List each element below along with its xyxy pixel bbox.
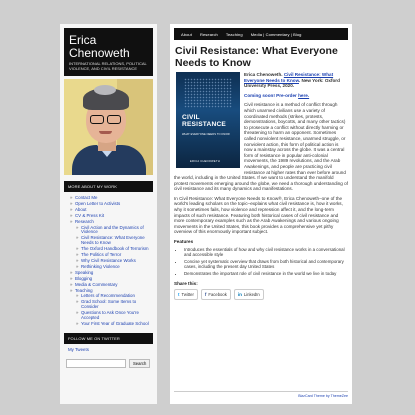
sidebar-subitem[interactable]: » Civil Action and the Dynamics of Violence <box>76 226 151 236</box>
footer-credit[interactable]: BizzCard Theme by ThemeZee <box>174 391 348 398</box>
sidebar-item[interactable]: » Research <box>70 220 151 225</box>
share-facebook-button[interactable]: f Facebook <box>201 289 231 300</box>
site-header <box>64 28 153 76</box>
my-tweets-link[interactable]: My Tweets <box>68 346 89 352</box>
sidebar-subitem[interactable]: » Questions to Ask Once You're Accepted <box>76 311 151 321</box>
site-tagline: INTERNATIONAL RELATIONS, POLITICAL VIOLENCE, AND CIVIL RESISTANCE <box>69 61 147 71</box>
sidebar-subitem[interactable]: » Grad School: Some Items to Consider <box>76 300 151 310</box>
sidebar-item[interactable]: » About <box>70 208 151 213</box>
features-heading: Features <box>174 239 194 245</box>
twitter-icon: t <box>178 292 180 298</box>
nav-about[interactable]: About <box>181 31 192 37</box>
sidebar-item[interactable]: » Contact Me <box>70 196 151 201</box>
sidebar-item[interactable]: » CV & Press Kit <box>70 214 151 219</box>
sidebar-subitem[interactable]: » The Oxford Handbook of Terrorism <box>76 247 151 252</box>
work-menu-title: MORE ABOUT MY WORK <box>64 181 153 192</box>
post-body <box>174 72 348 300</box>
linkedin-icon: in <box>237 292 242 298</box>
sidebar-item[interactable]: » Speaking <box>70 271 151 276</box>
site-title-line1[interactable]: Erica <box>69 33 97 47</box>
site-title-line2[interactable]: Chenoweth <box>69 45 130 60</box>
main-content <box>170 24 352 404</box>
facebook-icon: f <box>204 292 207 298</box>
sidebar-item[interactable]: » Open Letter to Activists <box>70 202 151 207</box>
book-cover-subtitle: WHAT EVERYONE NEEDS TO KNOW <box>182 133 230 136</box>
work-menu-widget <box>64 181 153 327</box>
share-heading: Share this: <box>174 281 198 287</box>
twitter-widget <box>64 333 153 372</box>
feature-item: • Concise yet systematic overview that draws from both historical and contemporary cases, including the present day United States <box>184 259 348 270</box>
profile-photo <box>64 79 153 175</box>
sidebar <box>60 24 157 404</box>
sidebar-subitem[interactable]: » Letters of Recommendation <box>76 294 151 299</box>
nav-media-commentary-blog[interactable]: Media | Commentary | Blog <box>250 31 302 37</box>
book-link[interactable]: Civil Resistance: What Everyone Needs to Know <box>244 72 334 83</box>
twitter-widget-title: FOLLOW ME ON TWITTER <box>64 333 153 344</box>
book-cover-title: CIVIL RESISTANCE <box>182 114 227 128</box>
nav-teaching[interactable]: Teaching <box>225 31 243 37</box>
search-form <box>64 355 153 372</box>
preorder-link[interactable]: here. <box>298 92 310 98</box>
search-input[interactable] <box>66 359 126 368</box>
sidebar-subitem[interactable]: » Rethinking Violence <box>76 265 151 270</box>
sidebar-subitem[interactable]: » Why Civil Resistance Works <box>76 259 151 264</box>
sidebar-item[interactable]: » Blogging <box>70 277 151 282</box>
description-paragraph-1: Civil resistance is a method of conflict through which unarmed civilians use a variety of coordinated methods (strikes, protests, demonstrations, boycotts, and many other tactics) to prosecute a conflict without directly harming or threatening to harm an opponent. Sometimes called nonviolent resistance, unarmed struggle, or nonviolent action, this form of political action is now a mainstay across the globe. It was a central form of resistance in popular anti-colonial movements, the 1989 revolutions, and the Arab Awakenings, and people are practicing civil resistance at higher rates than ever before around the world, including in the United States. If we want to understand the manifold protest movements emerging around the globe, we need a thorough understanding of civil resistance and its many dynamics and manifestations. <box>174 102 348 192</box>
citation: Erica Chenoweth. Civil Resistance: What Everyone Needs to Know. New York: Oxford University Press, 2020. <box>244 72 340 89</box>
book-cover-author: ERICA CHENOWETH <box>190 160 221 163</box>
share-linkedin-button[interactable]: in LinkedIn <box>234 289 264 300</box>
feature-item: • Introduces the essentials of how and why civil resistance works in a conversational and accessible style <box>184 247 348 258</box>
page-title: Civil Resistance: What Everyone Needs to Know <box>175 45 338 69</box>
sidebar-subitem[interactable]: » Your First Year of Graduate School <box>76 322 151 327</box>
features-list <box>174 247 348 276</box>
sidebar-subitem[interactable]: » Civil Resistance: What Everyone Needs to Know <box>76 236 151 246</box>
search-button[interactable]: Search <box>129 359 150 368</box>
share-buttons <box>174 289 348 300</box>
feature-item: • Demonstrates the important role of civil resistance in the world we live in today <box>184 271 348 276</box>
preorder-notice: Coming soon! Pre-order here. <box>244 92 310 98</box>
nav-research[interactable]: Research <box>199 31 218 37</box>
sidebar-subitem[interactable]: » The Politics of Terror <box>76 253 151 258</box>
top-nav <box>174 28 348 40</box>
sidebar-menu <box>64 192 153 327</box>
description-paragraph-2: In Civil Resistance: What Everyone Needs to Know®, Erica Chenoweth–one of the world's leading scholars on the topic–explains what civil resistance is, how it works, why it sometimes fails, how violence and repression affect it, and the long-term impacts of such resistance. Featuring both historical cases of civil resistance and more contemporary examples such as the Arab Awakenings and various ongoing movements in the United States, this book provides a comprehensive yet pithy overview of this enormously important subject. <box>174 195 343 235</box>
sidebar-item[interactable]: » Teaching <box>70 289 151 294</box>
sidebar-item[interactable]: » Media & Commentary <box>70 283 151 288</box>
share-twitter-button[interactable]: t Twitter <box>174 289 198 300</box>
site-title[interactable] <box>69 34 148 59</box>
book-cover-image <box>176 72 240 168</box>
